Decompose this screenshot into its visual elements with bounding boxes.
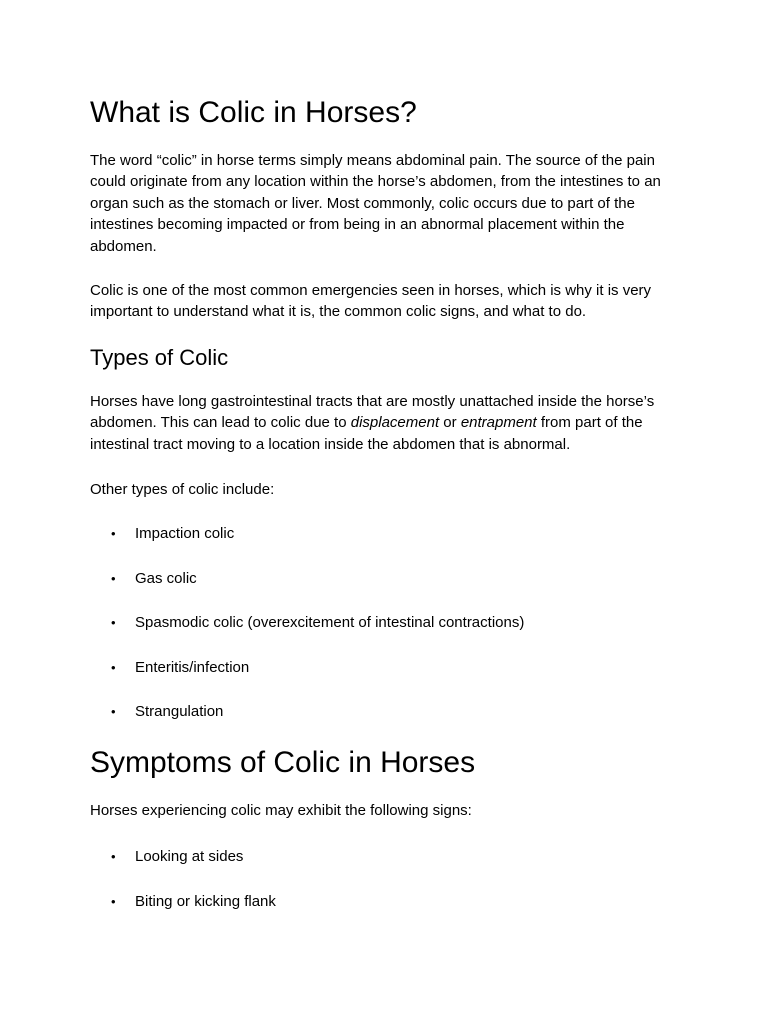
intro-paragraph-1: The word “colic” in horse terms simply means abdominal pain. The source of the pain could originate from any location within the horse’s abdomen, from the intestines to an organ such as the stomach or liver. Most commonly, colic occurs due to part of the intestines becoming impacted or from being in an abnormal placement within the abdomen. <box>90 152 661 255</box>
page-title: What is Colic in Horses? <box>90 96 417 129</box>
bullet-icon: • <box>111 659 116 675</box>
types-heading: Types of Colic <box>90 345 229 370</box>
list-item-text: Strangulation <box>135 703 224 720</box>
list-item <box>90 523 680 568</box>
intro-paragraph-2: Colic is one of the most common emergencies seen in horses, which is why it is very important to understand what it is, the common colic signs, and what to do. <box>90 282 652 321</box>
bullet-icon: • <box>111 704 116 719</box>
symptoms-heading: Symptoms of Colic in Horses <box>90 746 476 779</box>
types-text-2: or <box>439 414 461 432</box>
list-item-text: Spasmodic colic (overexcitement of intestinal contractions) <box>135 614 525 631</box>
bullet-icon: • <box>111 526 116 541</box>
list-item-text: Looking at sides <box>135 848 244 865</box>
list-item-text: Gas colic <box>135 569 197 587</box>
entrapment-term: entrapment <box>460 414 537 432</box>
list-item <box>90 891 680 936</box>
types-text-3: from part of the intestinal tract moving to a location inside the abdomen that is abnormal. <box>90 414 643 453</box>
bullet-icon: • <box>111 849 116 864</box>
other-types-intro: Other types of colic include: <box>90 481 275 498</box>
list-item-text: Impaction colic <box>135 525 235 542</box>
types-paragraph <box>90 391 680 455</box>
bullet-icon: • <box>111 570 116 586</box>
types-text-1: Horses have long gastrointestinal tracts that are mostly unattached inside the horse’s abdomen. This can lead to colic due to <box>90 393 655 432</box>
list-item-text: Enteritis/infection <box>135 658 250 676</box>
list-item-text: Biting or kicking flank <box>135 892 276 910</box>
symptoms-list <box>90 846 680 935</box>
bullet-icon: • <box>111 615 116 630</box>
list-item <box>90 657 680 702</box>
colic-types-list <box>90 523 680 746</box>
list-item <box>90 612 680 657</box>
bullet-icon: • <box>111 893 116 909</box>
displacement-term: displacement <box>350 414 440 432</box>
list-item <box>90 846 680 891</box>
list-item <box>90 701 680 746</box>
symptoms-intro: Horses experiencing colic may exhibit the following signs: <box>90 802 472 819</box>
list-item <box>90 568 680 613</box>
